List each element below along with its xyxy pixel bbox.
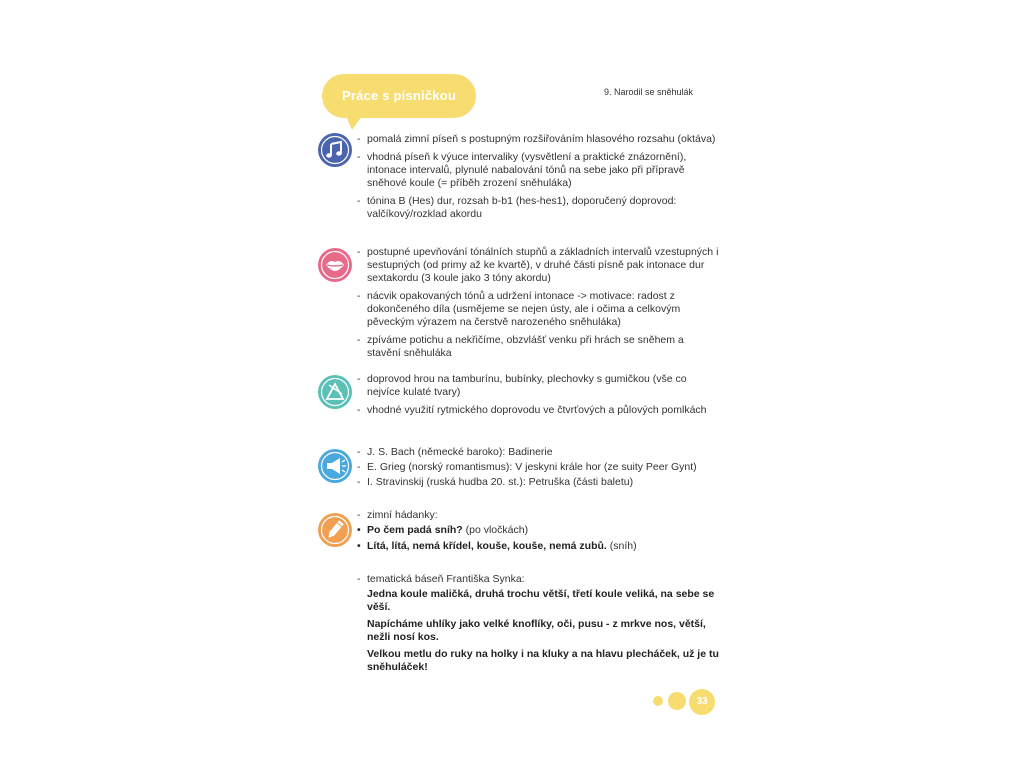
music-note-icon: [318, 133, 352, 167]
pencil-icon: [318, 513, 352, 547]
list-item: - tónina B (Hes) dur, rozsah b-b1 (hes-hes1), doporučený doprovod: valčíkový/rozklad akordu: [357, 195, 677, 220]
chapter-title: 9. Narodil se sněhulák: [604, 87, 694, 97]
decorative-dot: [668, 692, 686, 710]
list-item: - I. Stravinskij (ruská hudba 20. st.): Petruška (části baletu): [357, 476, 634, 488]
list-item: - postupné upevňování tónálních stupňů a základních intervalů vzestupných i sestupných (od primy až ke kvartě), v druhé části písně pak intonace dur sextakordu (3 koule jako 3 tóny akordu): [357, 246, 719, 284]
listening-section: [357, 446, 719, 491]
music-section: [357, 133, 719, 226]
lips-icon: [318, 248, 352, 282]
riddles-intro: - zimní hádanky:: [357, 509, 438, 521]
riddle-item: • Lítá, lítá, nemá křídel, kouše, kouše, nemá zubů. (sníh): [357, 540, 637, 552]
riddles-section: [357, 509, 719, 556]
list-item: - vhodná píseň k výuce intervaliky (vysvětlení a praktické znázornění), intonace intervalů, plynulé nabalování tónů na sebe jako při přípravě sněhové koule (= příběh zrození sněhuláka): [357, 151, 687, 189]
list-item: - zpíváme potichu a nekřičíme, obzvlášť venku při hrách se sněhem a stavění sněhuláka: [357, 334, 684, 359]
list-item: - J. S. Bach (německé baroko): Badinerie: [357, 446, 553, 458]
list-item: - vhodné využití rytmického doprovodu ve čtvrťových a půlových pomlkách: [357, 404, 707, 416]
section-title: Práce s písničkou: [342, 88, 456, 103]
decorative-dot: [653, 696, 663, 706]
riddle-item: • Po čem padá sníh? (po vločkách): [357, 524, 529, 536]
list-item: - doprovod hrou na tamburínu, bubínky, plechovky s gumičkou (vše co nejvíce kulaté tvary): [357, 373, 687, 398]
poem-section: [357, 573, 719, 678]
page-number: 33: [689, 689, 715, 715]
header-bubble: [322, 74, 476, 118]
poem-intro: - tematická báseň Františka Synka:: [357, 573, 525, 585]
list-item: - E. Grieg (norský romantismus): V jeskyni krále hor (ze suity Peer Gynt): [357, 461, 697, 473]
triangle-instrument-icon: [318, 375, 352, 409]
megaphone-icon: [318, 449, 352, 483]
list-item: - pomalá zimní píseň s postupným rozšiřováním hlasového rozsahu (oktáva): [357, 133, 716, 145]
poem-stanza: Velkou metlu do ruky na holky i na kluky a na hlavu plecháček, už je tu sněhuláček!: [367, 648, 719, 673]
rhythm-section: [357, 373, 719, 422]
poem-stanza: Napícháme uhlíky jako velké knoflíky, oči, pusu - z mrkve nos, větší, nežli nosí kos.: [367, 618, 706, 643]
singing-section: [357, 246, 719, 365]
poem-stanza: Jedna koule maličká, druhá trochu větší, třetí koule veliká, na sebe se věší.: [367, 588, 715, 613]
list-item: - nácvik opakovaných tónů a udržení intonace -> motivace: radost z dokončeného díla (usmějeme se nejen ústy, ale i očima a celkovým pěveckým výrazem na čerstvě narozeného sněhuláka): [357, 290, 681, 328]
